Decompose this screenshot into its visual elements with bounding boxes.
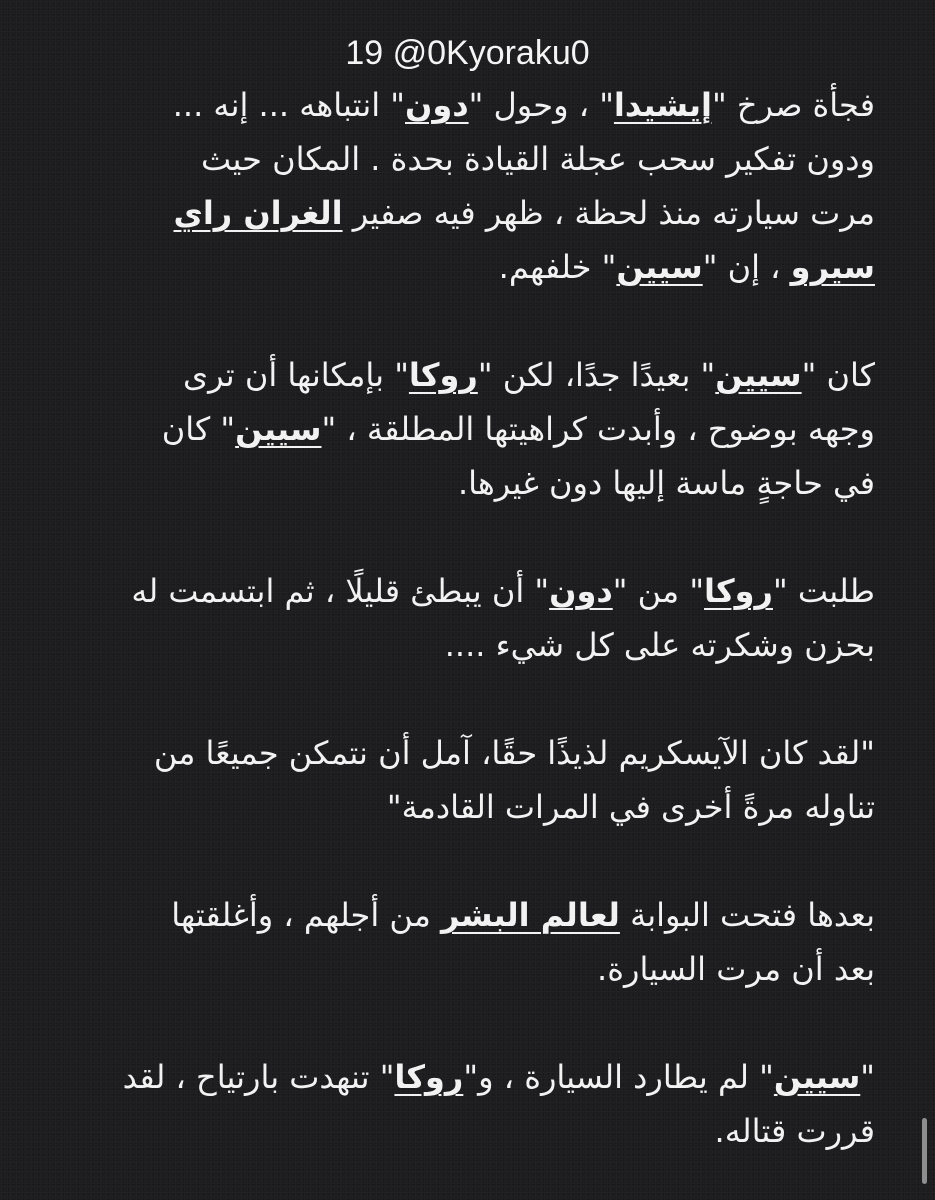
text-segment: " — [860, 1058, 875, 1096]
scrollbar-thumb[interactable] — [922, 1118, 927, 1184]
text-segment: بعدها فتحت البوابة — [619, 896, 875, 934]
text-segment: فجأة صرخ " — [711, 86, 875, 124]
underlined-name: سيرو — [790, 248, 875, 286]
text-line — [60, 456, 875, 510]
text-line — [60, 942, 875, 996]
text-segment: ودون تفكير سحب عجلة القيادة بحدة . المكان حيث — [201, 140, 875, 178]
text-segment: " لم يطارد السيارة ، و" — [463, 1058, 774, 1096]
note-body — [60, 78, 875, 1158]
paragraph — [60, 564, 875, 672]
text-segment: " انتباهه ... إنه ... — [172, 86, 405, 124]
text-segment: من أجلهم ، وأغلقتها — [171, 896, 442, 934]
text-line — [60, 1104, 875, 1158]
text-segment: وجهه بوضوح ، وأبدت كراهيتها المطلقة ، " — [321, 410, 875, 448]
text-segment: كان " — [801, 356, 875, 394]
underlined-name: سيين — [773, 1058, 861, 1096]
text-segment: طلبت " — [772, 572, 875, 610]
paragraph — [60, 726, 875, 834]
note-title: 19 @0Kyoraku0 — [345, 34, 590, 72]
text-segment: " كان — [161, 410, 236, 448]
text-segment: قررت قتاله. — [714, 1112, 875, 1150]
text-segment: " من " — [612, 572, 705, 610]
underlined-name: إيشيدا — [613, 86, 712, 124]
text-line — [60, 240, 875, 294]
text-line — [60, 780, 875, 834]
paragraph — [60, 348, 875, 510]
underlined-name: روكا — [704, 572, 773, 610]
text-segment: " بإمكانها أن ترى — [183, 356, 409, 394]
text-segment: " أن يبطئ قليلًا ، ثم ابتسمت له — [131, 572, 550, 610]
text-segment: بعد أن مرت السيارة. — [597, 950, 875, 988]
text-line — [60, 186, 875, 240]
text-line — [60, 1050, 875, 1104]
text-segment: "لقد كان الآيسكريم لذيذًا حقًا، آمل أن نتمكن جميعًا من — [153, 734, 875, 772]
text-line — [60, 618, 875, 672]
paragraph — [60, 888, 875, 996]
text-segment: مرت سيارته منذ لحظة ، ظهر فيه صفير — [342, 194, 875, 232]
underlined-name: روكا — [408, 356, 478, 394]
text-segment: " ، وحول " — [468, 86, 614, 124]
text-segment: تناوله مرةً أخرى في المرات القادمة" — [386, 788, 875, 826]
text-line — [60, 132, 875, 186]
text-segment: " بعيدًا جدًا، لكن " — [477, 356, 716, 394]
text-segment: " خلفهم. — [498, 248, 617, 286]
text-line — [60, 78, 875, 132]
text-segment: " تنهدت بارتياح ، لقد — [122, 1058, 395, 1096]
underlined-name: لعالم البشر — [441, 896, 620, 934]
underlined-name: سيين — [715, 356, 802, 394]
paragraph — [60, 78, 875, 294]
underlined-name: روكا — [394, 1058, 464, 1096]
underlined-name: الغران راي — [173, 194, 343, 232]
text-line — [60, 888, 875, 942]
text-segment: بحزن وشكرته على كل شيء .... — [444, 626, 875, 664]
text-line — [60, 564, 875, 618]
underlined-name: سيين — [616, 248, 703, 286]
text-line — [60, 348, 875, 402]
note-content — [60, 28, 875, 1158]
paragraph — [60, 1050, 875, 1158]
text-line — [60, 402, 875, 456]
text-segment: ، إن " — [702, 248, 791, 286]
underlined-name: دون — [405, 86, 469, 124]
text-line — [60, 726, 875, 780]
underlined-name: سيين — [235, 410, 322, 448]
underlined-name: دون — [549, 572, 613, 610]
text-segment: في حاجةٍ ماسة إليها دون غيرها. — [458, 464, 875, 502]
